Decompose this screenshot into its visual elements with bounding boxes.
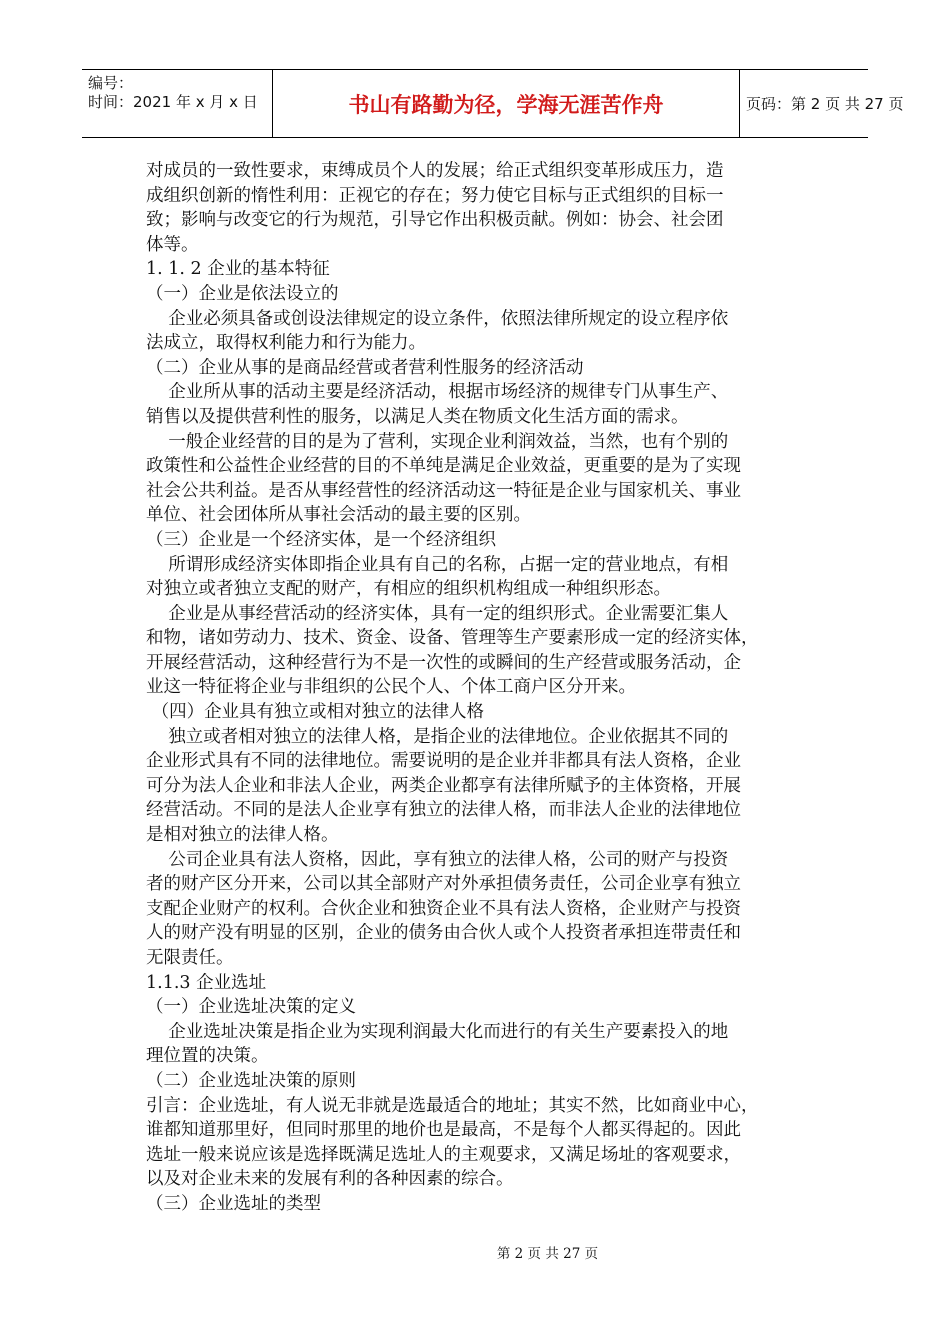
body-text-line: 对成员的一致性要求，束缚成员个人的发展；给正式组织变革形成压力，造 xyxy=(146,161,724,181)
body-text-line: 企业选址决策是指企业为实现利润最大化而进行的有关生产要素投入的地 xyxy=(146,1021,729,1042)
body-text-line: 1.1.3 企业选址 xyxy=(146,972,267,993)
body-text-line: 公司企业具有法人资格，因此，享有独立的法律人格，公司的财产与投资 xyxy=(146,849,729,870)
header-page-cell xyxy=(740,70,904,137)
body-text-line: （三）企业选址的类型 xyxy=(146,1193,321,1214)
body-text-line: （二）企业选址决策的原则 xyxy=(146,1070,356,1091)
footer-page-number: 第 2 页 共 27 页 xyxy=(496,1246,599,1262)
body-text-line: 致；影响与改变它的行为规范，引导它作出积极贡献。例如：协会、社会团 xyxy=(146,210,724,231)
body-text-line: 法成立，取得权利能力和行为能力。 xyxy=(146,333,426,354)
body-text-line: 者的财产区分开来，公司以其全部财产对外承担债务责任，公司企业享有独立 xyxy=(146,874,741,895)
page-footer xyxy=(0,1246,950,1262)
body-text-line: （三）企业是一个经济实体，是一个经济组织 xyxy=(146,529,496,550)
body-text-line: （一）企业选址决策的定义 xyxy=(146,997,356,1018)
body-text-line: 体等。 xyxy=(146,234,199,255)
page-header xyxy=(82,69,904,138)
body-text-line: 人的财产没有明显的区别，企业的债务由合伙人或个人投资者承担连带责任和 xyxy=(146,923,741,944)
body-text-line: （一）企业是依法设立的 xyxy=(146,283,339,304)
body-text-line: 社会公共利益。是否从事经营性的经济活动这一特征是企业与国家机关、事业 xyxy=(146,480,741,501)
body-text-line: 引言：企业选址，有人说无非就是选最适合的地址；其实不然，比如商业中心， xyxy=(146,1095,759,1116)
body-text-line: 可分为法人企业和非法人企业，两类企业都享有法律所赋予的主体资格，开展 xyxy=(146,775,741,796)
body-text-line: （四）企业具有独立或相对独立的法律人格 xyxy=(146,702,485,723)
body-text-line: 支配企业财产的权利。合伙企业和独资企业不具有法人资格，企业财产与投资 xyxy=(146,898,741,919)
document-body xyxy=(146,159,814,1217)
header-motto-cell xyxy=(273,70,740,137)
body-text-line: 是相对独立的法律人格。 xyxy=(146,825,339,846)
body-text-line: 企业所从事的活动主要是经济活动，根据市场经济的规律专门从事生产、 xyxy=(146,382,729,403)
body-text-line: 企业必须具备或创设法律规定的设立条件，依照法律所规定的设立程序依 xyxy=(146,308,729,329)
header-info-cell xyxy=(82,70,273,137)
body-text-line: 销售以及提供营利性的服务，以满足人类在物质文化生活方面的需求。 xyxy=(146,406,689,427)
body-text-line: 以及对企业未来的发展有利的各种因素的综合。 xyxy=(146,1169,514,1190)
body-text-line: 政策性和公益性企业经营的目的不单纯是满足企业效益，更重要的是为了实现 xyxy=(146,456,741,477)
body-text-line: 和物，诸如劳动力、技术、资金、设备、管理等生产要素形成一定的经济实体， xyxy=(146,628,759,649)
body-text-line: 企业形式具有不同的法律地位。需要说明的是企业并非都具有法人资格，企业 xyxy=(146,751,741,772)
body-text-line: 成组织创新的惰性利用：正视它的存在；努力使它目标与正式组织的目标一 xyxy=(146,185,724,206)
body-text-line: 独立或者相对独立的法律人格，是指企业的法律地位。企业依据其不同的 xyxy=(146,726,729,747)
body-text-line: 理位置的决策。 xyxy=(146,1046,269,1067)
body-text-line: 一般企业经营的目的是为了营利，实现企业利润效益，当然，也有个别的 xyxy=(146,431,729,452)
body-text-line: 业这一特征将企业与非组织的公民个人、个体工商户区分开来。 xyxy=(146,677,636,698)
body-text-line: 开展经营活动，这种经营行为不是一次性的或瞬间的生产经营或服务活动，企 xyxy=(146,652,741,673)
body-text-line: 单位、社会团体所从事社会活动的最主要的区别。 xyxy=(146,505,531,526)
body-text-line: 经营活动。不同的是法人企业享有独立的法律人格，而非法人企业的法律地位 xyxy=(146,800,741,821)
body-text-line: 所谓形成经济实体即指企业具有自己的名称，占据一定的营业地点，有相 xyxy=(146,554,729,575)
doc-number-label: 编号： xyxy=(88,74,134,92)
body-text-line: 企业是从事经营活动的经济实体，具有一定的组织形式。企业需要汇集人 xyxy=(146,603,729,624)
body-text-line: 选址一般来说应该是选择既满足选址人的主观要求，又满足场址的客观要求， xyxy=(146,1144,741,1165)
doc-date-label: 时间：2021 年 x 月 x 日 xyxy=(88,93,258,111)
body-text-line: 谁都知道那里好，但同时那里的地价也是最高，不是每个人都买得起的。因此 xyxy=(146,1120,741,1141)
body-text-line: 无限责任。 xyxy=(146,948,234,968)
header-page-label: 页码：第 2 页 共 27 页 xyxy=(746,95,904,113)
body-text-line: 对独立或者独立支配的财产，有相应的组织机构组成一种组织形态。 xyxy=(146,579,671,600)
body-text-line: 1. 1. 2 企业的基本特征 xyxy=(146,259,330,280)
body-text-line: （二）企业从事的是商品经营或者营利性服务的经济活动 xyxy=(146,357,584,378)
header-motto: 书山有路勤为径，学海无涯苦作舟 xyxy=(348,93,664,117)
